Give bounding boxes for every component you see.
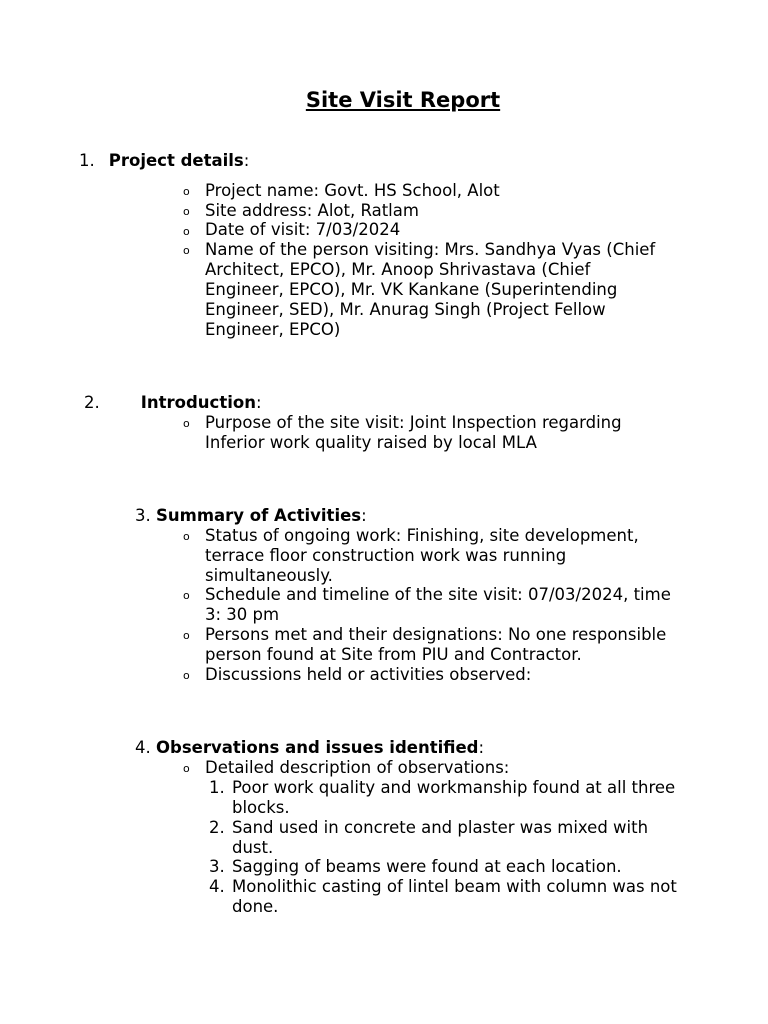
- list-item: Project name: Govt. HS School, Alot: [205, 181, 500, 200]
- observation-line: Poor work quality and workmanship found at all three: [232, 778, 676, 797]
- observation-line: blocks.: [232, 798, 290, 817]
- list-item-line: Purpose of the site visit: Joint Inspection regarding: [205, 413, 622, 432]
- list-item-line: Schedule and timeline of the site visit: 07/03/2024, time: [205, 585, 671, 604]
- section-number: 3.: [135, 506, 151, 525]
- section-number: 2.: [84, 393, 100, 412]
- bullet-icon: o: [183, 244, 190, 257]
- section-number: 4.: [135, 738, 151, 757]
- bullet-icon: o: [183, 530, 190, 543]
- bullet-icon: o: [183, 205, 190, 218]
- bullet-icon: o: [183, 185, 190, 198]
- observation-line: Sand used in concrete and plaster was mixed with: [232, 818, 649, 837]
- section-title: Observations and issues identified: [156, 738, 479, 757]
- bullet-icon: o: [183, 669, 190, 682]
- bullet-icon: o: [183, 417, 190, 430]
- observation-line: Sagging of beams were found at each location.: [232, 857, 622, 876]
- list-item: Discussions held or activities observed:: [205, 665, 532, 684]
- section-2-heading: [84, 393, 262, 413]
- colon: :: [361, 506, 367, 525]
- list-item: Date of visit: 7/03/2024: [205, 220, 401, 239]
- observation-number: 2.: [209, 818, 225, 837]
- observation-line: Monolithic casting of lintel beam with column was not: [232, 877, 677, 896]
- list-item-line: Engineer, EPCO), Mr. VK Kankane (Superintending: [205, 280, 618, 299]
- list-item-line: Name of the person visiting: Mrs. Sandhya Vyas (Chief: [205, 240, 656, 259]
- list-item-line: 3: 30 pm: [205, 605, 280, 624]
- section-3-heading: [135, 506, 367, 526]
- section-number: 1.: [79, 151, 95, 170]
- section-title: Summary of Activities: [156, 506, 362, 525]
- list-item-line: Inferior work quality raised by local MLA: [205, 433, 537, 452]
- bullet-icon: o: [183, 629, 190, 642]
- page-title: Site Visit Report: [305, 88, 501, 112]
- list-item: Site address: Alot, Ratlam: [205, 201, 419, 220]
- observation-number: 4.: [209, 877, 225, 896]
- section-title: Introduction: [140, 393, 256, 412]
- bullet-icon: o: [183, 762, 190, 775]
- observation-line: dust.: [232, 838, 274, 857]
- list-item-line: Persons met and their designations: No one responsible: [205, 625, 667, 644]
- colon: :: [255, 393, 262, 412]
- colon: :: [243, 151, 250, 170]
- list-item-line: Engineer, SED), Mr. Anurag Singh (Project Fellow: [205, 300, 606, 319]
- list-item-line: Architect, EPCO), Mr. Anoop Shrivastava (Chief: [205, 260, 591, 279]
- colon: :: [478, 738, 485, 757]
- list-item: Detailed description of observations:: [205, 758, 510, 777]
- list-item-line: Engineer, EPCO): [205, 320, 341, 339]
- section-1-heading: [79, 151, 249, 171]
- bullet-icon: o: [183, 589, 190, 602]
- observation-line: done.: [232, 897, 279, 916]
- list-item-line: terrace floor construction work was running: [205, 546, 567, 565]
- list-item-line: simultaneously.: [205, 566, 333, 585]
- observation-number: 3.: [209, 857, 225, 876]
- section-title: Project details: [108, 151, 244, 170]
- list-item-line: person found at Site from PIU and Contractor.: [205, 645, 582, 664]
- list-item-line: Status of ongoing work: Finishing, site development,: [205, 526, 639, 545]
- section-4-heading: [135, 738, 484, 758]
- bullet-icon: o: [183, 225, 190, 238]
- observation-number: 1.: [209, 778, 225, 797]
